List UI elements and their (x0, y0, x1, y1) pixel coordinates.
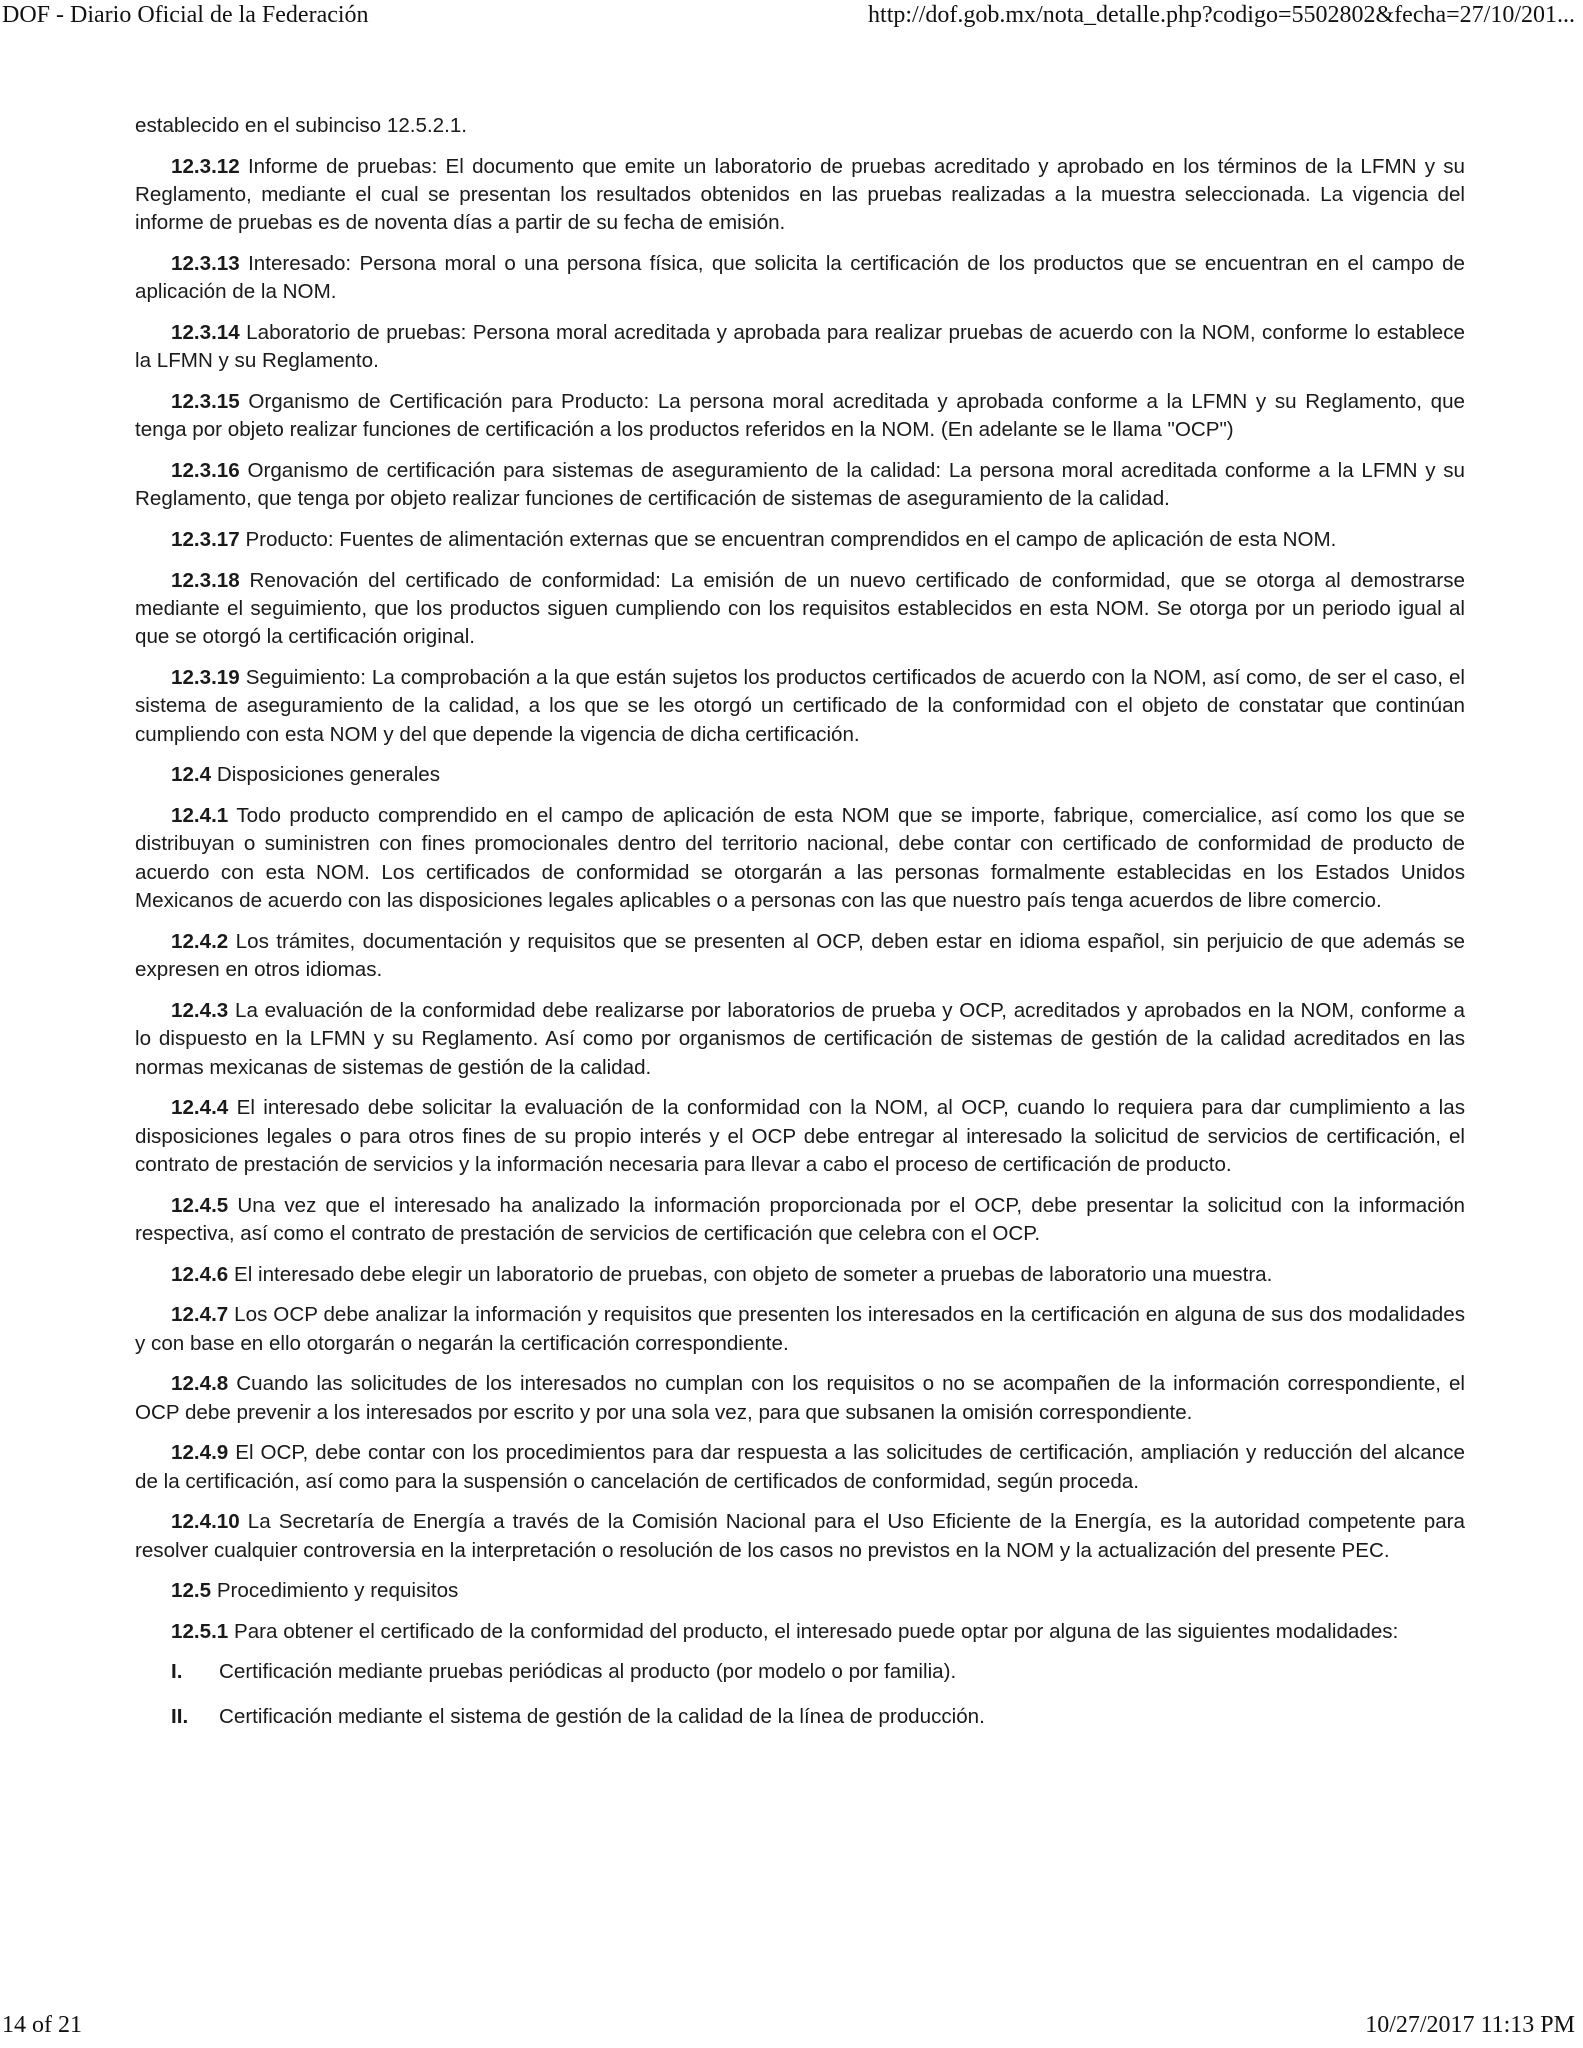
page-header-title: DOF - Diario Oficial de la Federación (2, 2, 369, 28)
section-paragraph (135, 153, 1465, 238)
paragraph-list (135, 153, 1465, 1647)
section-text: Para obtener el certificado de la conformidad del producto, el interesado puede optar por alguna de las siguientes modalidades: (228, 1619, 1399, 1643)
section-number: 12.4.3 (171, 998, 229, 1022)
list-item-number: II. (171, 1704, 189, 1728)
section-number: 12.3.15 (171, 390, 240, 413)
section-number: 12.3.12 (171, 154, 240, 178)
section-number: 12.3.13 (171, 252, 240, 275)
section-number: 12.3.16 (171, 459, 240, 482)
section-paragraph (135, 997, 1465, 1082)
section-number: 12.4.7 (171, 1303, 229, 1327)
section-number: 12.4.8 (171, 1372, 229, 1396)
section-paragraph (135, 761, 1465, 789)
section-text: Disposiciones generales (211, 763, 441, 787)
section-text: La evaluación de la conformidad debe realizarse por laboratorios de prueba y OCP, acreditados y aprobados en la NOM, conforme a lo dispuesto en la LFMN y su Reglamento. Así como por organismos de certificación de sistemas de gestión de la calidad acreditados en las normas mexicanas de sistemas de gestión de la calidad. (135, 998, 1465, 1079)
section-paragraph (135, 526, 1465, 554)
lead-paragraph: establecido en el subinciso 12.5.2.1. (135, 114, 468, 137)
section-number: 12.4.2 (171, 929, 229, 953)
section-text: Organismo de certificación para sistemas de aseguramiento de la calidad: La persona moral acreditada conforme a la LFMN y su Reglamento, que tenga por objeto realizar funciones de certificación de sistemas de aseguramiento de la calidad. (135, 459, 1465, 511)
section-paragraph (135, 1301, 1465, 1358)
section-text: Producto: Fuentes de alimentación externas que se encuentran comprendidos en el campo de aplicación de esta NOM. (239, 528, 1337, 551)
section-paragraph (135, 928, 1465, 985)
section-text: La Secretaría de Energía a través de la Comisión Nacional para el Uso Eficiente de la Energía, es la autoridad competente para resolver cualquier controversia en la interpretación o resolución de los casos no previstos en la NOM y la actualización del presente PEC. (135, 1510, 1465, 1562)
section-number: 12.3.19 (171, 666, 240, 689)
section-text: Los trámites, documentación y requisitos que se presenten al OCP, deben estar en idioma español, sin perjuicio de que además se expresen en otros idiomas. (135, 929, 1465, 982)
section-number: 12.4.4 (171, 1096, 229, 1120)
section-number: 12.3.18 (171, 568, 240, 592)
section-paragraph (135, 664, 1465, 749)
list-item-number: I. (171, 1660, 183, 1684)
section-text: Una vez que el interesado ha analizado la información proporcionada por el OCP, debe presentar la solicitud con la información respectiva, así como el contrato de prestación de servicios de certificación que celebra con el OCP. (135, 1193, 1465, 1246)
section-paragraph (135, 1439, 1465, 1496)
section-text: Procedimiento y requisitos (211, 1579, 459, 1603)
list-item (135, 1703, 1465, 1731)
section-paragraph (135, 802, 1465, 916)
section-number: 12.5.1 (171, 1619, 229, 1643)
section-number: 12.5 (171, 1579, 212, 1603)
section-paragraph (135, 1618, 1465, 1646)
section-paragraph (135, 319, 1465, 376)
document-body (135, 112, 1465, 1747)
section-text: Interesado: Persona moral o una persona física, que solicita la certificación de los productos que se encuentran en el campo de aplicación de la NOM. (135, 252, 1465, 304)
section-number: 12.4.10 (171, 1510, 240, 1534)
section-paragraph (135, 567, 1465, 652)
section-number: 12.4.6 (171, 1262, 229, 1286)
section-text: Informe de pruebas: El documento que emite un laboratorio de pruebas acreditado y aprobado en los términos de la LFMN y su Reglamento, mediante el cual se presentan los resultados obtenidos en las pruebas realizadas a la muestra seleccionada. La vigencia del informe de pruebas es de noventa días a partir de su fecha de emisión. (135, 154, 1465, 235)
section-text: Cuando las solicitudes de los interesados no cumplan con los requisitos o no se acompañen de la información correspondiente, el OCP debe prevenir a los interesados por escrito y por una sola vez, para que subsanen la omisión correspondiente. (135, 1372, 1465, 1424)
section-number: 12.4.1 (171, 804, 229, 827)
section-paragraph (135, 250, 1465, 307)
section-text: Seguimiento: La comprobación a la que están sujetos los productos certificados de acuerdo con la NOM, así como, de ser el caso, el sistema de aseguramiento de la calidad, a los que se les otorgó un certificado de la conformidad con el objeto de constatar que continúan cumpliendo con esta NOM y del que depende la vigencia de dicha certificación. (135, 666, 1465, 746)
section-paragraph (135, 388, 1465, 445)
list-item (135, 1658, 1465, 1686)
section-text: Todo producto comprendido en el campo de aplicación de esta NOM que se importe, fabrique, comercialice, así como los que se distribuyan o suministren con fines promocionales dentro del territorio nacional, debe contar con certificado de conformidad de producto de acuerdo con esta NOM. Los certificados de conformidad se otorgarán a las personas formalmente establecidas en los Estados Unidos Mexicanos de acuerdo con las disposiciones legales aplicables o a personas con las que nuestro país tenga acuerdos de libre comercio. (135, 804, 1465, 913)
page-header-url: http://dof.gob.mx/nota_detalle.php?codigo=5502802&fecha=27/10/201... (868, 2, 1575, 28)
section-paragraph (135, 1508, 1465, 1565)
section-paragraph (135, 1192, 1465, 1249)
section-text: Organismo de Certificación para Producto: La persona moral acreditada y aprobada conforme a la LFMN y su Reglamento, que tenga por objeto realizar funciones de certificación a los productos referidos en la NOM. (En adelante se le llama "OCP") (135, 390, 1465, 442)
section-number: 12.3.14 (171, 321, 240, 344)
page-footer-page-number: 14 of 21 (2, 2012, 82, 2038)
section-number: 12.3.17 (171, 528, 240, 551)
list-item-text: Certificación mediante el sistema de gestión de la calidad de la línea de producción. (219, 1704, 985, 1728)
list-item-text: Certificación mediante pruebas periódicas al producto (por modelo o por familia). (219, 1660, 957, 1684)
section-paragraph (135, 457, 1465, 514)
section-text: Los OCP debe analizar la información y requisitos que presenten los interesados en la certificación en alguna de sus dos modalidades y con base en ello otorgarán o negarán la certificación correspondiente. (135, 1303, 1465, 1355)
section-number: 12.4 (171, 763, 212, 787)
section-paragraph (135, 1370, 1465, 1427)
section-number: 12.4.9 (171, 1441, 229, 1465)
section-text: Renovación del certificado de conformidad: La emisión de un nuevo certificado de conformidad, que se otorga al demostrarse mediante el seguimiento, que los productos siguen cumpliendo con los requisitos establecidos en esta NOM. Se otorga por un periodo igual al que se otorgó la certificación original. (135, 568, 1465, 649)
section-text: El OCP, debe contar con los procedimientos para dar respuesta a las solicitudes de certificación, ampliación y reducción del alcance de la certificación, así como para la suspensión o cancelación de certificados de conformidad, según proceda. (135, 1441, 1465, 1493)
section-text: Laboratorio de pruebas: Persona moral acreditada y aprobada para realizar pruebas de acuerdo con la NOM, conforme lo establece la LFMN y su Reglamento. (135, 321, 1465, 373)
section-paragraph (135, 1261, 1465, 1289)
modalities-list (135, 1658, 1465, 1731)
section-number: 12.4.5 (171, 1193, 229, 1217)
section-paragraph (135, 1094, 1465, 1179)
page-footer-datetime: 10/27/2017 11:13 PM (1365, 2012, 1575, 2038)
section-text: El interesado debe elegir un laboratorio de pruebas, con objeto de someter a pruebas de laboratorio una muestra. (228, 1262, 1273, 1286)
section-paragraph (135, 1577, 1465, 1605)
section-text: El interesado debe solicitar la evaluación de la conformidad con la NOM, al OCP, cuando lo requiera para dar cumplimiento a las disposiciones legales o para otros fines de su propio interés y el OCP debe entregar al interesado la solicitud de servicios de certificación, el contrato de prestación de servicios y la información necesaria para llevar a cabo el proceso de certificación de producto. (135, 1096, 1465, 1177)
